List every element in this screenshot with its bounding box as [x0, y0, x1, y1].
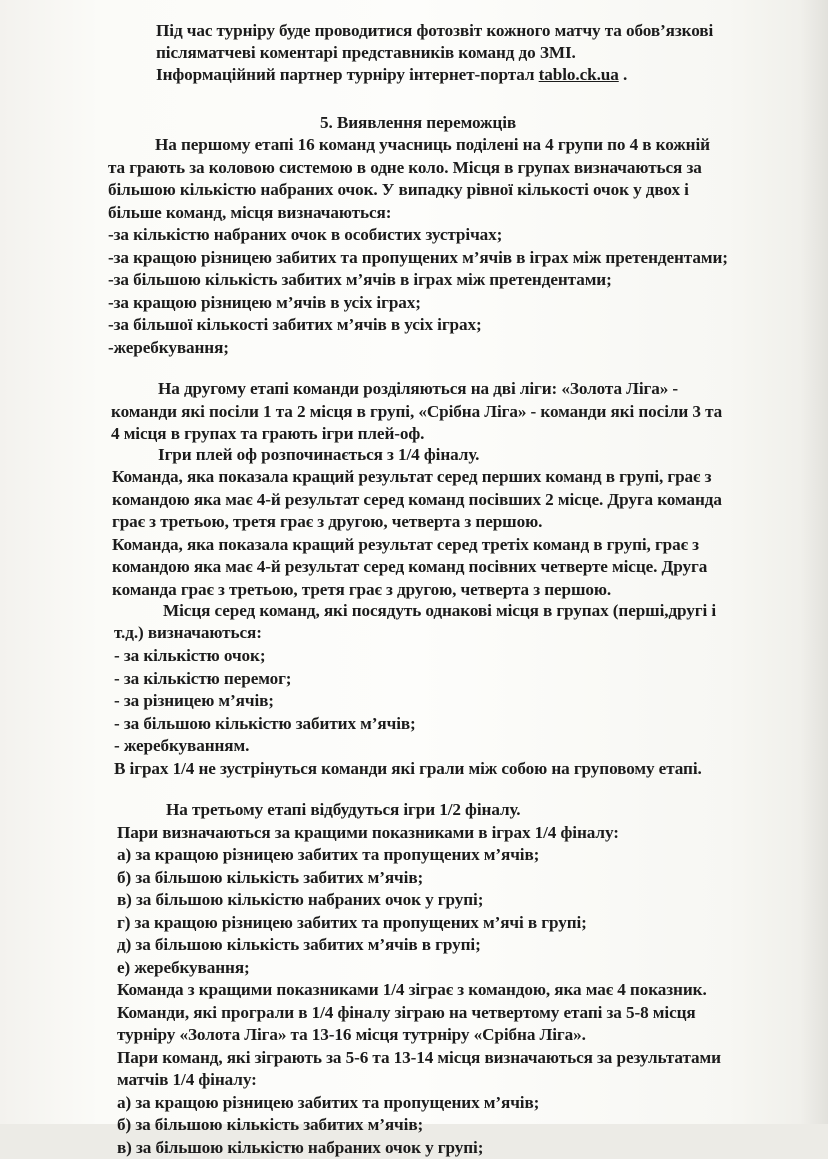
- line-text: Під час турніру буде проводитися фотозвіт кожного матчу та обов’язкові: [156, 21, 714, 40]
- document-line: [112, 489, 722, 511]
- document-line: [117, 1114, 423, 1136]
- line-text: Команда, яка показала кращий результат серед третіх команд в групі, грає з: [112, 535, 699, 554]
- document-line: [117, 1047, 721, 1069]
- line-text: б) за більшою кількість забитих м’ячів;: [117, 868, 424, 887]
- document-line: [117, 1137, 483, 1159]
- document-line: [155, 134, 710, 156]
- line-text: е) жеребкування;: [117, 958, 250, 977]
- document-line: [108, 224, 502, 246]
- document-line: [117, 822, 619, 844]
- line-text: г) за кращою різницею забитих та пропущених м’ячі в групі;: [117, 913, 587, 932]
- document-line: [114, 645, 265, 667]
- line-text: Пари визначаються за кращими показниками в іграх 1/4 фіналу:: [117, 823, 619, 842]
- line-text: Команда з кращими показниками 1/4 зіграє з командою, яка має 4 показник.: [117, 980, 707, 999]
- line-text: - за кількістю очок;: [114, 646, 266, 665]
- line-text: командою яка має 4-й результат серед команд посівших 2 місце. Друга команда: [112, 490, 722, 509]
- line-text: - жеребкуванням.: [114, 736, 250, 755]
- line-text: Команда, яка показала кращий результат серед перших команд в групі, грає з: [112, 467, 712, 486]
- line-text: б) за більшою кількість забитих м’ячів;: [117, 1115, 424, 1134]
- document-line: [163, 600, 716, 622]
- line-text: Місця серед команд, які посядуть однакові місця в групах (перші,другі і: [163, 601, 717, 620]
- line-text: - за кількістю перемог;: [114, 669, 292, 688]
- line-text: та грають за коловою системою в одне коло. Місця в групах визначаються за: [108, 158, 702, 177]
- document-line: [117, 979, 707, 1001]
- line-text: д) за більшою кількість забитих м’ячів в групі;: [117, 935, 481, 954]
- line-text: Команди, які програли в 1/4 фіналу зіграю на четвертому етапі за 5-8 місця: [117, 1003, 696, 1022]
- document-line: [114, 690, 274, 712]
- line-text: Інформаційний партнер турніру інтернет-портал: [156, 65, 539, 84]
- document-line: [114, 713, 416, 735]
- line-text: команди які посіли 1 та 2 місця в групі, «Срібна Ліга» - команди які посіли 3 та: [111, 402, 723, 421]
- document-line: [166, 799, 521, 821]
- document-line: [108, 179, 689, 201]
- document-line: [114, 758, 702, 780]
- line-text: -за більшою кількість забитих м’ячів в іграх між претендентами;: [108, 270, 612, 289]
- document-line: [156, 42, 576, 64]
- line-text: На першому етапі 16 команд учасниць поділені на 4 групи по 4 в кожній: [155, 135, 710, 154]
- line-text: -за кращою різницею забитих та пропущених м’ячів в іграх між претендентами;: [108, 248, 728, 267]
- document-line: [117, 1069, 257, 1091]
- line-text: На другому етапі команди розділяються на дві ліги: «Золота Ліга» -: [158, 379, 679, 398]
- line-text: команда грає з третьою, третя грає з другою, четверта з першою.: [112, 580, 612, 599]
- document-line: [114, 668, 291, 690]
- document-line: [112, 534, 699, 556]
- document-line: [112, 466, 711, 488]
- line-text: більше команд, місця визначаються:: [108, 203, 392, 222]
- line-text: - за більшою кількістю забитих м’ячів;: [114, 714, 416, 733]
- section-heading: [320, 112, 516, 134]
- document-line: [108, 337, 229, 359]
- line-text: 5. Виявлення переможців: [320, 113, 517, 132]
- document-line: [112, 511, 542, 533]
- document-line: [112, 579, 611, 601]
- document-line: [108, 269, 612, 291]
- line-text: Ігри плей оф розпочинається з 1/4 фіналу.: [158, 445, 480, 464]
- line-text: більшою кількістю набраних очок. У випадку рівної кількості очок у двох і: [108, 180, 689, 199]
- line-text: В іграх 1/4 не зустрінуться команди які грали між собою на груповому етапі.: [114, 759, 702, 778]
- line-text: післяматчеві коментарі представників команд до ЗМІ.: [156, 43, 576, 62]
- document-line: [117, 934, 481, 956]
- document-line: [117, 1002, 696, 1024]
- line-text: грає з третьою, третя грає з другою, четверта з першою.: [112, 512, 543, 531]
- document-line: [156, 20, 713, 42]
- line-text: На третьому етапі відбудуться ігри 1/2 фіналу.: [166, 800, 521, 819]
- document-line: [111, 401, 722, 423]
- document-line: [114, 622, 262, 644]
- partner-link[interactable]: tablo.ck.ua: [538, 65, 619, 84]
- document-line: [108, 292, 421, 314]
- line-text: -за більшої кількості забитих м’ячів в усіх іграх;: [108, 315, 482, 334]
- line-text: - за різницею м’ячів;: [114, 691, 274, 710]
- line-text: 4 місця в групах та грають ігри плей-оф.: [111, 424, 425, 443]
- line-text: матчів 1/4 фіналу:: [117, 1070, 257, 1089]
- line-text: -за кількістю набраних очок в особистих зустрічах;: [108, 225, 503, 244]
- document-line: [111, 423, 424, 445]
- document-line: [108, 202, 391, 224]
- document-line: [108, 247, 728, 269]
- document-line: [117, 1024, 586, 1046]
- line-text: командою яка має 4-й результат серед команд посівних четверте місце. Друга: [112, 557, 708, 576]
- document-line: [117, 1092, 539, 1114]
- line-text: Пари команд, які зіграють за 5-6 та 13-14 місця визначаються за результатами: [117, 1048, 721, 1067]
- page-edge-shadow: [800, 0, 828, 1124]
- line-text: а) за кращою різницею забитих та пропущених м’ячів;: [117, 845, 540, 864]
- document-line: [158, 444, 479, 466]
- document-line: [158, 378, 678, 400]
- document-line: [112, 556, 707, 578]
- document-line: [117, 912, 587, 934]
- document-line: [117, 867, 423, 889]
- document-line: [156, 64, 627, 86]
- line-text: т.д.) визначаються:: [114, 623, 262, 642]
- document-line: [114, 735, 249, 757]
- line-text: в) за більшою кількістю набраних очок у групі;: [117, 890, 484, 909]
- line-text: -жеребкування;: [108, 338, 229, 357]
- line-text: а) за кращою різницею забитих та пропущених м’ячів;: [117, 1093, 540, 1112]
- document-line: [108, 157, 702, 179]
- line-text: в) за більшою кількістю набраних очок у групі;: [117, 1138, 484, 1157]
- line-text: -за кращою різницею м’ячів в усіх іграх;: [108, 293, 421, 312]
- document-line: [117, 889, 483, 911]
- document-line: [117, 844, 539, 866]
- document-line: [108, 314, 482, 336]
- line-text: турніру «Золота Ліга» та 13-16 місця тутрніру «Срібна Ліга».: [117, 1025, 586, 1044]
- line-text-tail: .: [618, 65, 628, 84]
- document-line: [117, 957, 250, 979]
